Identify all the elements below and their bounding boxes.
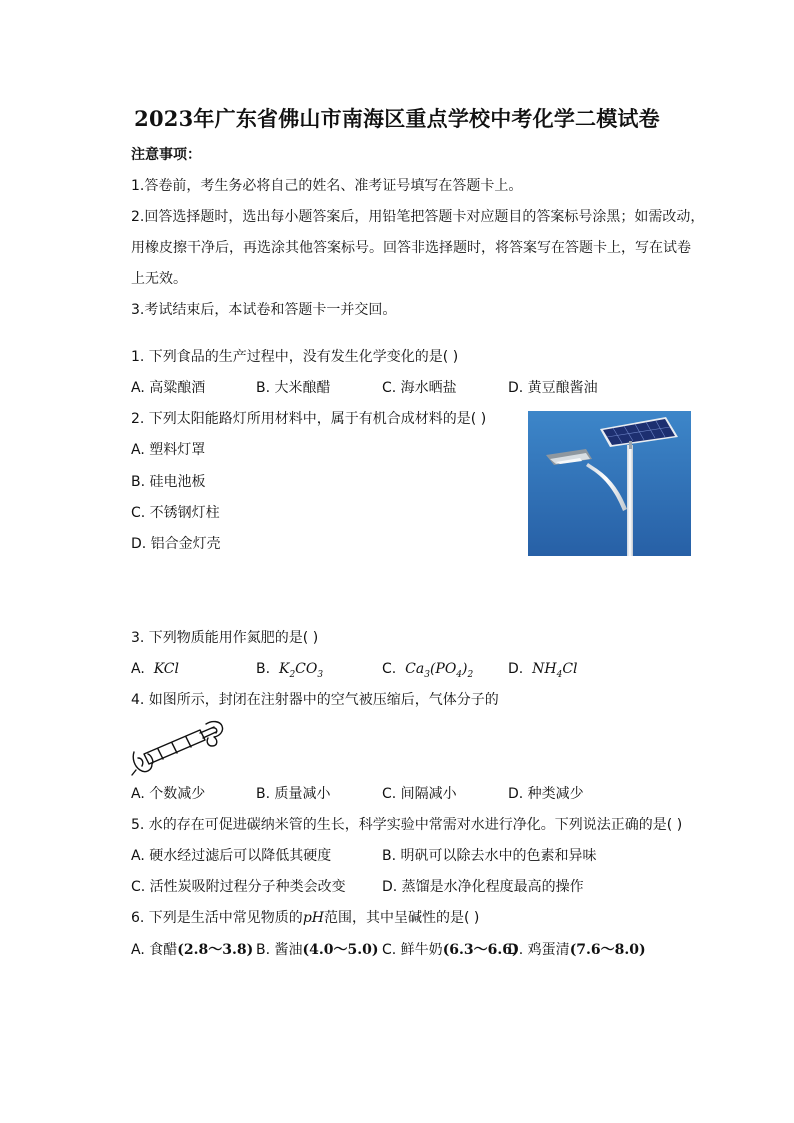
formula-part: K: [278, 661, 290, 677]
q5-option-d: D. 蒸馏是水净化程度最高的操作: [382, 879, 584, 895]
syringe-compression-image: [130, 718, 225, 776]
solar-street-light-image: [528, 411, 691, 556]
formula-subscript: 3: [317, 669, 324, 680]
q1-option-a: A. 高粱酿酒: [131, 380, 206, 396]
q3-option-c-formula: [405, 661, 474, 680]
q3-option-c-label: C.: [382, 661, 397, 677]
formula-subscript: 2: [467, 669, 474, 680]
q2-option-d: D. 铝合金灯壳: [131, 536, 221, 552]
formula-part: (PO: [429, 661, 457, 677]
q3-option-a: [131, 659, 179, 679]
q3-option-a-formula: KCl: [153, 661, 179, 677]
q1-option-c: C. 海水晒盐: [382, 380, 457, 396]
q1-option-b: B. 大米酿醋: [256, 380, 331, 396]
q4-option-b: B. 质量减小: [256, 786, 331, 802]
q4-stem: 4. 如图所示，封闭在注射器中的空气被压缩后，气体分子的: [131, 692, 499, 708]
q6-option-b-label: B. 酱油: [256, 942, 303, 958]
q3-option-b: [256, 659, 323, 685]
q6-option-d: [508, 940, 646, 960]
q3-option-b-label: B.: [256, 661, 271, 677]
q6-option-b-range: (4.0～5.0): [302, 942, 379, 958]
formula-part: Ca: [405, 661, 425, 677]
formula-part: NH: [532, 661, 557, 677]
q3-stem: 3. 下列物质能用作氮肥的是( ): [131, 630, 319, 646]
notice-item-2b: 用橡皮擦干净后，再选涂其他答案标号。回答非选择题时，将答案写在答题卡上，写在试卷: [131, 240, 691, 256]
q2-option-b: B. 硅电池板: [131, 474, 206, 490]
exam-title: 2023年广东省佛山市南海区重点学校中考化学二模试卷: [134, 106, 660, 131]
q3-option-d-label: D.: [508, 661, 524, 677]
q6-option-c: [382, 940, 519, 960]
q5-option-b: B. 明矾可以除去水中的色素和异味: [382, 848, 597, 864]
q6-option-a: [131, 940, 253, 960]
formula-part: ): [462, 661, 468, 677]
q3-option-b-formula: [278, 661, 324, 680]
q6-option-c-range: (6.3～6.6): [442, 942, 519, 958]
q6-option-c-label: C. 鲜牛奶: [382, 942, 443, 958]
q6-option-d-label: D. 鸡蛋清: [508, 942, 570, 958]
formula-subscript: 4: [556, 669, 563, 680]
q2-option-a: A. 塑料灯罩: [131, 442, 206, 458]
formula-part: CO: [295, 661, 318, 677]
q5-option-a: A. 硬水经过滤后可以降低其硬度: [131, 848, 332, 864]
notice-item-2a: 2.回答选择题时，选出每小题答案后，用铅笔把答题卡对应题目的答案标号涂黑；如需改动，: [131, 209, 705, 225]
q6-option-d-range: (7.6～8.0): [569, 942, 646, 958]
notice-item-1: 1.答卷前，考生务必将自己的姓名、准考证号填写在答题卡上。: [131, 178, 523, 194]
q3-option-d-formula: [532, 661, 578, 680]
q4-option-d: D. 种类减少: [508, 786, 584, 802]
q1-stem: 1. 下列食品的生产过程中，没有发生化学变化的是( ): [131, 349, 459, 365]
q6-stem-pre: 6. 下列是生活中常见物质的: [131, 910, 303, 926]
q4-option-c: C. 间隔减小: [382, 786, 457, 802]
q4-option-a: A. 个数减少: [131, 786, 206, 802]
formula-subscript: 4: [456, 669, 463, 680]
q2-option-c: C. 不锈钢灯柱: [131, 505, 220, 521]
q2-stem: 2. 下列太阳能路灯所用材料中，属于有机合成材料的是( ): [131, 411, 487, 427]
q5-option-c: C. 活性炭吸附过程分子种类会改变: [131, 879, 346, 895]
q6-option-a-label: A. 食醋: [131, 942, 178, 958]
q1-option-d: D. 黄豆酿酱油: [508, 380, 598, 396]
formula-part: Cl: [562, 661, 578, 677]
q3-option-a-label: A.: [131, 661, 145, 677]
notice-item-2c: 上无效。: [131, 271, 187, 287]
notice-item-3: 3.考试结束后，本试卷和答题卡一并交回。: [131, 302, 397, 318]
q6-stem-post: 范围，其中呈碱性的是( ): [323, 910, 480, 926]
q3-option-d: [508, 659, 578, 685]
q6-stem-ph: pH: [302, 910, 324, 926]
formula-subscript: 2: [289, 669, 296, 680]
q3-option-c: [382, 659, 473, 685]
q5-stem: 5. 水的存在可促进碳纳米管的生长，科学实验中常需对水进行净化。下列说法正确的是( ): [131, 817, 683, 833]
q6-option-a-range: (2.8～3.8): [177, 942, 254, 958]
q6-option-b: [256, 940, 378, 960]
formula-subscript: 3: [424, 669, 430, 680]
q6-stem: [131, 908, 479, 928]
notice-heading: 注意事项：: [131, 147, 201, 163]
